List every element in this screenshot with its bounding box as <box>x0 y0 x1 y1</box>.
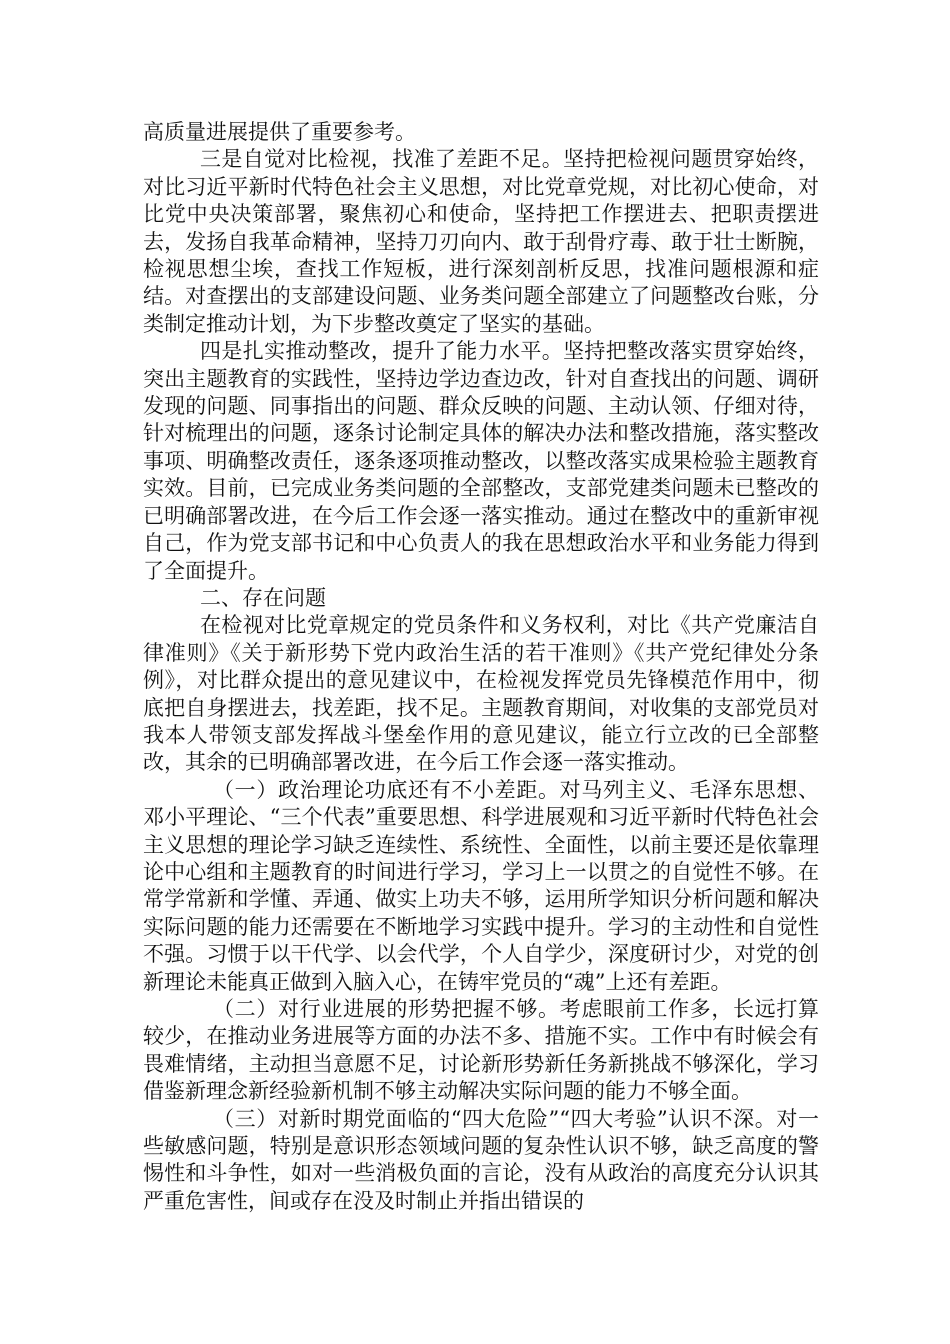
document-page <box>143 119 819 1215</box>
paragraph-rectification: 四是扎实推动整改，提升了能力水平。坚持把整改落实贯穿始终，突出主题教育的实践性，坚持边学边查边改，针对自查找出的问题、调研发现的问题、同事指出的问题、群众反映的问题、主动认领、仔细对待，针对梳理出的问题，逐条讨论制定具体的解决办法和整改措施，落实整改事项、明确整改责任，逐条逐项推动整改，以整改落实成果检验主题教育实效。目前，已完成业务类问题的全部整改，支部党建类问题未已整改的已明确部署改进，在今后工作会逐一落实推动。通过在整改中的重新审视自己，作为党支部书记和中心负责人的我在思想政治水平和业务能力得到了全面提升。 <box>143 339 819 583</box>
paragraph-problem-1: （一）政治理论功底还有不小差距。对马列主义、毛泽东思想、邓小平理论、“三个代表”重要思想、科学进展观和习近平新时代特色社会主义思想的理论学习缺乏连续性、系统性、全面性，以前主要还是依靠理论中心组和主题教育的时间进行学习，学习上一以贯之的自觉性不够。在常学常新和学懂、弄通、做实上功夫不够，运用所学知识分析问题和解决实际问题的能力还需要在不断地学习实践中提升。学习的主动性和自觉性不强。习惯于以干代学、以会代学，个人自学少，深度研讨少，对党的创新理论未能真正做到入脑入心，在铸牢党员的“魂”上还有差距。 <box>143 777 819 994</box>
paragraph-continuation: 高质量进展提供了重要参考。 <box>143 120 416 144</box>
paragraph-problem-2: （二）对行业进展的形势把握不够。考虑眼前工作多，长远打算较少，在推动业务进展等方面的办法不多、措施不实。工作中有时候会有畏难情绪，主动担当意愿不足，讨论新形势新任务新挑战不够深化，学习借鉴新理念新经验新机制不够主动解决实际问题的能力不够全面。 <box>143 997 819 1104</box>
paragraph-problem-3: （三）对新时期党面临的“四大危险”“四大考验”认识不深。对一些敏感问题，特别是意识形态领域问题的复杂性认识不够，缺乏高度的警惕性和斗争性，如对一些消极负面的言论，没有从政治的高度充分认识其严重危害性，间或存在没及时制止并指出错误的 <box>143 1106 819 1213</box>
paragraph-problems-intro: 在检视对比党章规定的党员条件和义务权利，对比《共产党廉洁自律准则》《关于新形势下党内政治生活的若干准则》《共产党纪律处分条例》，对比群众提出的意见建议中，在检视发挥党员先锋模范作用中，彻底把自身摆进去，找差距，找不足。主题教育期间，对收集的支部党员对我本人带领支部发挥战斗堡垒作用的意见建议，能立行立改的已全部整改，其余的已明确部署改进，在今后工作会逐一落实推动。 <box>143 613 819 775</box>
paragraph-self-examination: 三是自觉对比检视，找准了差距不足。坚持把检视问题贯穿始终，对比习近平新时代特色社会主义思想，对比党章党规，对比初心使命，对比党中央决策部署，聚焦初心和使命，坚持把工作摆进去、把职责摆进去，发扬自我革命精神，坚持刀刃向内、敢于刮骨疗毒、敢于壮士断腕，检视思想尘埃，查找工作短板，进行深刻剖析反思，找准问题根源和症结。对查摆出的支部建设问题、业务类问题全部建立了问题整改台账，分类制定推动计划，为下步整改奠定了坚实的基础。 <box>143 147 819 336</box>
section-heading-problems: 二、存在问题 <box>200 585 326 610</box>
